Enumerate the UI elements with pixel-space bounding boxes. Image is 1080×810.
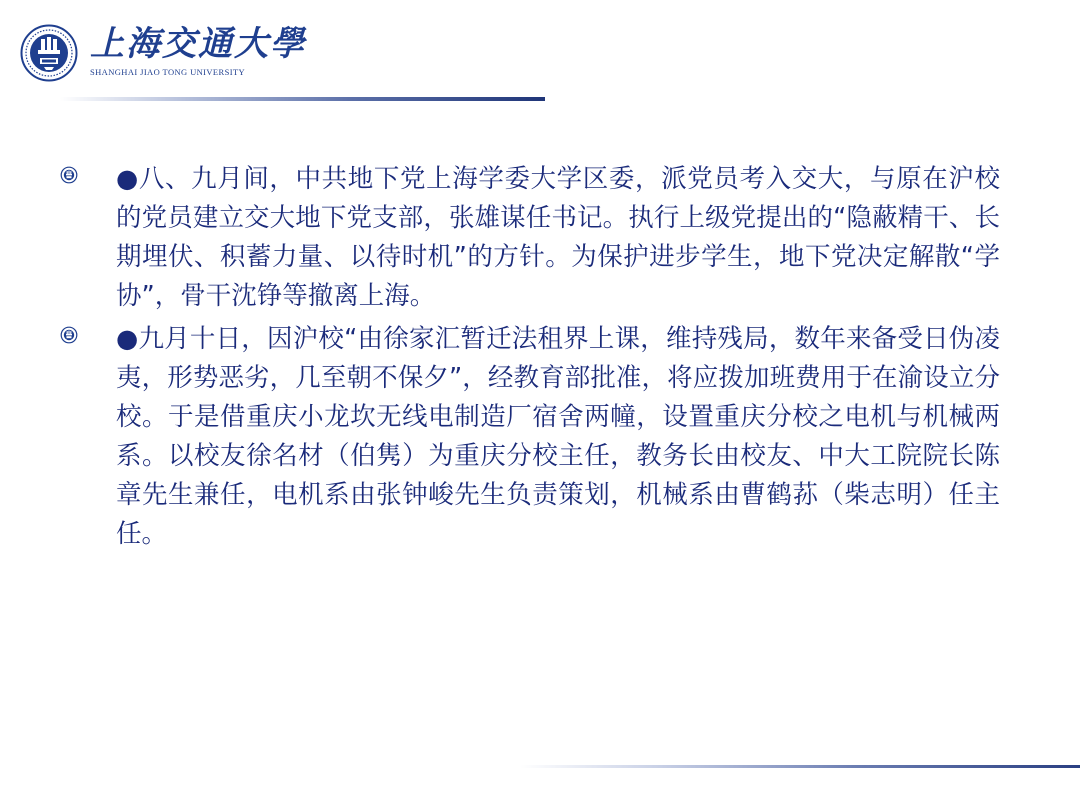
bullet-item — [60, 320, 1000, 554]
university-seal-icon — [20, 24, 78, 82]
university-logo — [20, 22, 306, 86]
footer-divider — [520, 765, 1080, 768]
logo-english-text: SHANGHAI JIAO TONG UNIVERSITY — [90, 67, 246, 77]
logo-chinese-text: 上海交通大學 — [90, 24, 306, 64]
bullet-text: ●九月十日，因沪校“由徐家汇暂迁法租界上课，维持残局，数年来备受日伪凌夷，形势恶劣，几至朝不保夕”，经教育部批准，将应拨加班费用于在渝设立分校。于是借重庆小龙坎无线电制造厂宿舍两幢，设置重庆分校之电机与机械两系。以校友徐名材（伯隽）为重庆分校主任，教务长由校友、中大工院院长陈章先生兼任，电机系由张钟峻先生负责策划，机械系由曹鹤荪（柴志明）任主任。 — [116, 324, 1000, 549]
bullet-item — [60, 160, 1000, 316]
seal-bullet-icon — [60, 166, 78, 184]
slide-body — [60, 160, 1000, 558]
header-divider — [60, 97, 545, 101]
seal-bullet-icon — [60, 326, 78, 344]
bullet-text: ●八、九月间，中共地下党上海学委大学区委，派党员考入交大，与原在沪校的党员建立交大地下党支部，张雄谋任书记。执行上级党提出的“隐蔽精干、长期埋伏、积蓄力量、以待时机”的方针。为保护进步学生，地下党决定解散“学协”，骨干沈铮等撤离上海。 — [116, 164, 1000, 311]
